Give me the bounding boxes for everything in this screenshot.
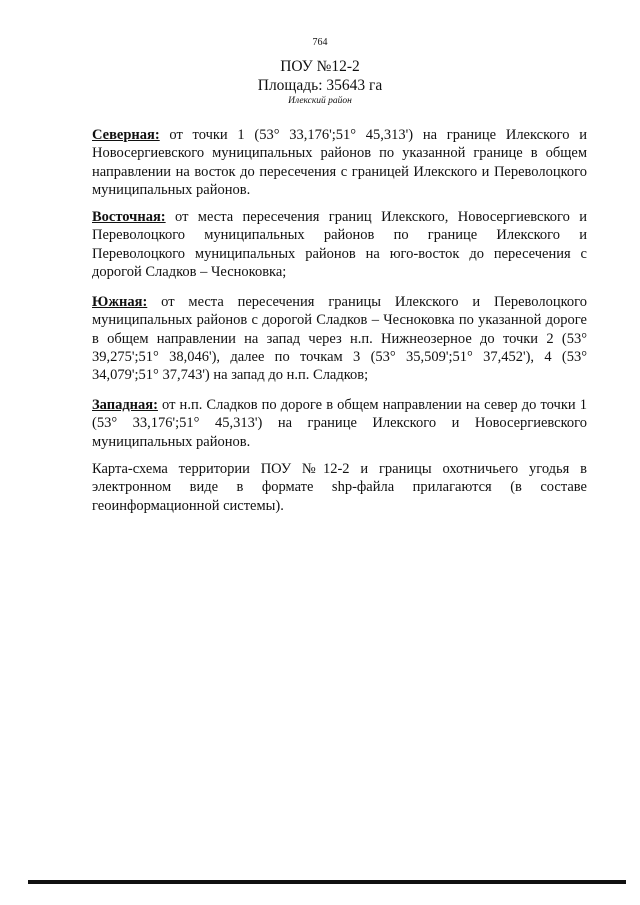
district-label: Илекский район	[288, 96, 352, 106]
page-title: ПОУ №12-2	[280, 58, 360, 75]
boundary-south-label: Южная:	[92, 294, 148, 310]
map-note-paragraph: Карта-схема территории ПОУ №12-2 и границы охотничьего угодья в электронном виде в формате shp-файла прилагаются (в составе геоинформационной системы).	[92, 461, 587, 514]
footer-rule	[28, 880, 626, 884]
boundary-south-text: от места пересечения границы Илекского и Переволоцкого муниципальных районов с дорогой Сладков – Чесноковка по указанной дороге в общем направлении на запад через н.п. Нижнеозерное до точки 2 (53° 39,275';51° 38,046'), далее по точкам 3 (53° 35,509';51° 37,452'), 4 (53° 34,079';51° 37,743') на запад до н.п. Сладков;	[92, 294, 587, 384]
boundary-west-label: Западная:	[92, 397, 158, 413]
boundary-west-text: от н.п. Сладков по дороге в общем направлении на север до точки 1 (53° 33,176';51° 45,313') на границе Илекского и Новосергиевского муниципальных районов.	[92, 397, 587, 450]
boundary-north-paragraph	[92, 126, 587, 199]
boundary-east-paragraph	[92, 208, 587, 281]
area-label: Площадь: 35643 га	[257, 77, 383, 94]
boundary-north-label: Северная:	[92, 127, 160, 143]
boundary-west-paragraph	[92, 396, 587, 451]
boundary-east-label: Восточная:	[92, 209, 166, 225]
boundary-north-text: от точки 1 (53° 33,176';51° 45,313') на границе Илекского и Новосергиевского муниципальных районов по указанной границе в общем направлении на восток до пересечения с границей Илекского и Переволоцкого муниципальных районов.	[92, 127, 587, 198]
boundary-east-text: от места пересечения границ Илекского, Новосергиевского и Переволоцкого муниципальных районов по границе Илекского и Переволоцкого муниципальных районов на юго-восток до пересечения с дорогой Сладков – Чесноковка;	[92, 209, 587, 280]
page-number: 764	[312, 37, 328, 48]
boundary-south-paragraph	[92, 293, 587, 384]
